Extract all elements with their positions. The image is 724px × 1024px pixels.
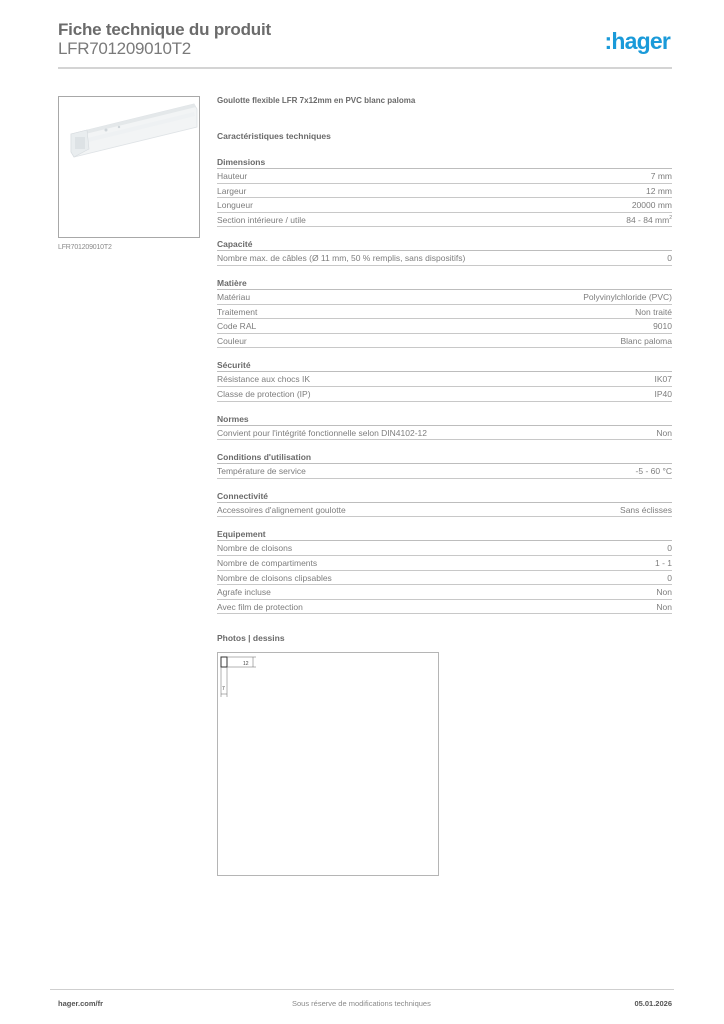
- photos-heading: Photos | dessins: [217, 633, 285, 643]
- section-title: Sécurité: [217, 358, 672, 372]
- spec-value: [632, 198, 672, 212]
- spec-section: [217, 412, 672, 441]
- section-title: Matière: [217, 276, 672, 290]
- spec-label: Matériau: [217, 291, 251, 302]
- spec-section: [217, 527, 672, 614]
- spec-value: [626, 213, 672, 227]
- spec-row: [217, 464, 672, 479]
- spec-sections: [217, 155, 672, 614]
- spec-value-text: 12 mm: [646, 185, 672, 196]
- section-title: Normes: [217, 412, 672, 426]
- spec-value: [656, 600, 672, 614]
- section-title: Conditions d'utilisation: [217, 450, 672, 464]
- spec-value: [655, 387, 673, 401]
- spec-section: [217, 450, 672, 479]
- spec-label: Nombre max. de câbles (Ø 11 mm, 50 % remplis, sans dispositifs): [217, 253, 466, 264]
- spec-value: [651, 169, 672, 183]
- spec-row: [217, 541, 672, 556]
- spec-value-text: 0: [667, 253, 672, 264]
- spec-row: [217, 334, 672, 349]
- spec-row: [217, 556, 672, 571]
- spec-value-text: Non: [656, 601, 672, 612]
- spec-label: Agrafe incluse: [217, 587, 271, 598]
- disclaimer: Sous réserve de modifications techniques: [292, 999, 431, 1008]
- section-title: Equipement: [217, 527, 672, 541]
- spec-label: Classe de protection (IP): [217, 388, 311, 399]
- technical-drawing: [217, 652, 439, 876]
- footer-divider: [50, 989, 674, 990]
- spec-section: [217, 237, 672, 266]
- spec-label: Section intérieure / utile: [217, 214, 306, 225]
- spec-value-text: -5 - 60 °C: [635, 466, 672, 477]
- product-reference: LFR701209010T2: [58, 39, 191, 58]
- spec-value-text: 7 mm: [650, 171, 672, 181]
- spec-row: [217, 387, 672, 402]
- spec-value: [636, 464, 672, 478]
- spec-row: [217, 198, 672, 213]
- section-title: Capacité: [217, 237, 672, 251]
- section-title: Dimensions: [217, 155, 672, 169]
- spec-value: [620, 334, 672, 348]
- spec-value: [656, 426, 672, 440]
- spec-sheet: [217, 96, 672, 614]
- document-date: 05.01.2026: [634, 999, 672, 1008]
- spec-label: Convient pour l'intégrité fonctionnelle selon DIN4102-12: [217, 427, 428, 438]
- spec-value: [655, 556, 672, 570]
- spec-row: [217, 305, 672, 320]
- website-link[interactable]: hager.com/fr: [58, 999, 104, 1008]
- spec-value: [620, 503, 672, 517]
- spec-value-text: Blanc paloma: [620, 335, 672, 346]
- spec-row: [217, 426, 672, 441]
- spec-label: Température de service: [217, 466, 306, 477]
- spec-value-text: Non traité: [635, 306, 672, 317]
- spec-label: Hauteur: [217, 171, 248, 181]
- specs-heading: Caractéristiques techniques: [217, 131, 331, 141]
- spec-value-text: IP40: [654, 388, 672, 399]
- spec-value: [583, 290, 672, 304]
- spec-value-text: 1 - 1: [654, 557, 672, 568]
- dimension-drawing-icon: [218, 653, 440, 877]
- page-title: Fiche technique du produit: [58, 20, 271, 39]
- spec-value: [655, 372, 673, 386]
- spec-value-text: Non: [656, 427, 672, 438]
- page-header: [58, 20, 672, 64]
- spec-label: Longueur: [217, 200, 253, 211]
- spec-label: Avec film de protection: [217, 601, 303, 612]
- page-footer: [58, 999, 672, 1011]
- spec-value-text: Polyvinylchloride (PVC): [583, 291, 672, 302]
- spec-section: [217, 489, 672, 518]
- cable-duct-image-icon: [59, 97, 200, 238]
- hager-logo: :hager: [604, 28, 670, 54]
- spec-row: [217, 319, 672, 334]
- spec-section: [217, 155, 672, 227]
- svg-text:7: 7: [222, 686, 225, 692]
- spec-value: [635, 305, 672, 319]
- spec-label: Traitement: [217, 306, 258, 317]
- spec-row: [217, 571, 672, 586]
- spec-label: Résistance aux chocs IK: [217, 374, 311, 385]
- spec-row: [217, 503, 672, 518]
- spec-value: [653, 319, 672, 333]
- spec-value-text: Non: [656, 587, 672, 598]
- unit-superscript: 2: [669, 214, 672, 221]
- product-image: [58, 96, 200, 238]
- spec-row: [217, 600, 672, 615]
- product-image-caption: LFR701209010T2: [58, 244, 112, 251]
- spec-label: Largeur: [217, 185, 247, 196]
- spec-label: Nombre de cloisons clipsables: [217, 572, 332, 583]
- section-title: Connectivité: [217, 489, 672, 503]
- spec-row: [217, 372, 672, 387]
- spec-row: [217, 585, 672, 600]
- spec-value: [646, 184, 672, 198]
- spec-value: [667, 251, 672, 265]
- spec-value-text: 0: [667, 543, 672, 554]
- spec-row: [217, 169, 672, 184]
- spec-label: Code RAL: [217, 321, 257, 332]
- spec-row: [217, 213, 672, 228]
- spec-value-text: 20000 mm: [631, 200, 672, 211]
- header-divider: [58, 67, 672, 69]
- spec-section: [217, 276, 672, 348]
- spec-value-text: Sans éclisses: [620, 504, 672, 515]
- spec-value: [667, 571, 672, 585]
- spec-label: Couleur: [217, 335, 247, 346]
- svg-text:12: 12: [243, 661, 249, 667]
- spec-row: [217, 184, 672, 199]
- spec-value: [667, 541, 672, 555]
- spec-value: [656, 585, 672, 599]
- spec-value-text: 9010: [653, 321, 672, 332]
- spec-label: Nombre de compartiments: [217, 557, 318, 568]
- spec-value-text: IK07: [654, 374, 672, 385]
- spec-value-text: 0: [667, 572, 672, 583]
- spec-value-text: 84 - 84 mm: [626, 214, 670, 225]
- spec-label: Nombre de cloisons: [217, 543, 293, 554]
- spec-section: [217, 358, 672, 401]
- product-name: Goulotte flexible LFR 7x12mm en PVC blanc paloma: [217, 96, 416, 105]
- spec-row: [217, 290, 672, 305]
- spec-label: Accessoires d'alignement goulotte: [217, 504, 346, 515]
- spec-row: [217, 251, 672, 266]
